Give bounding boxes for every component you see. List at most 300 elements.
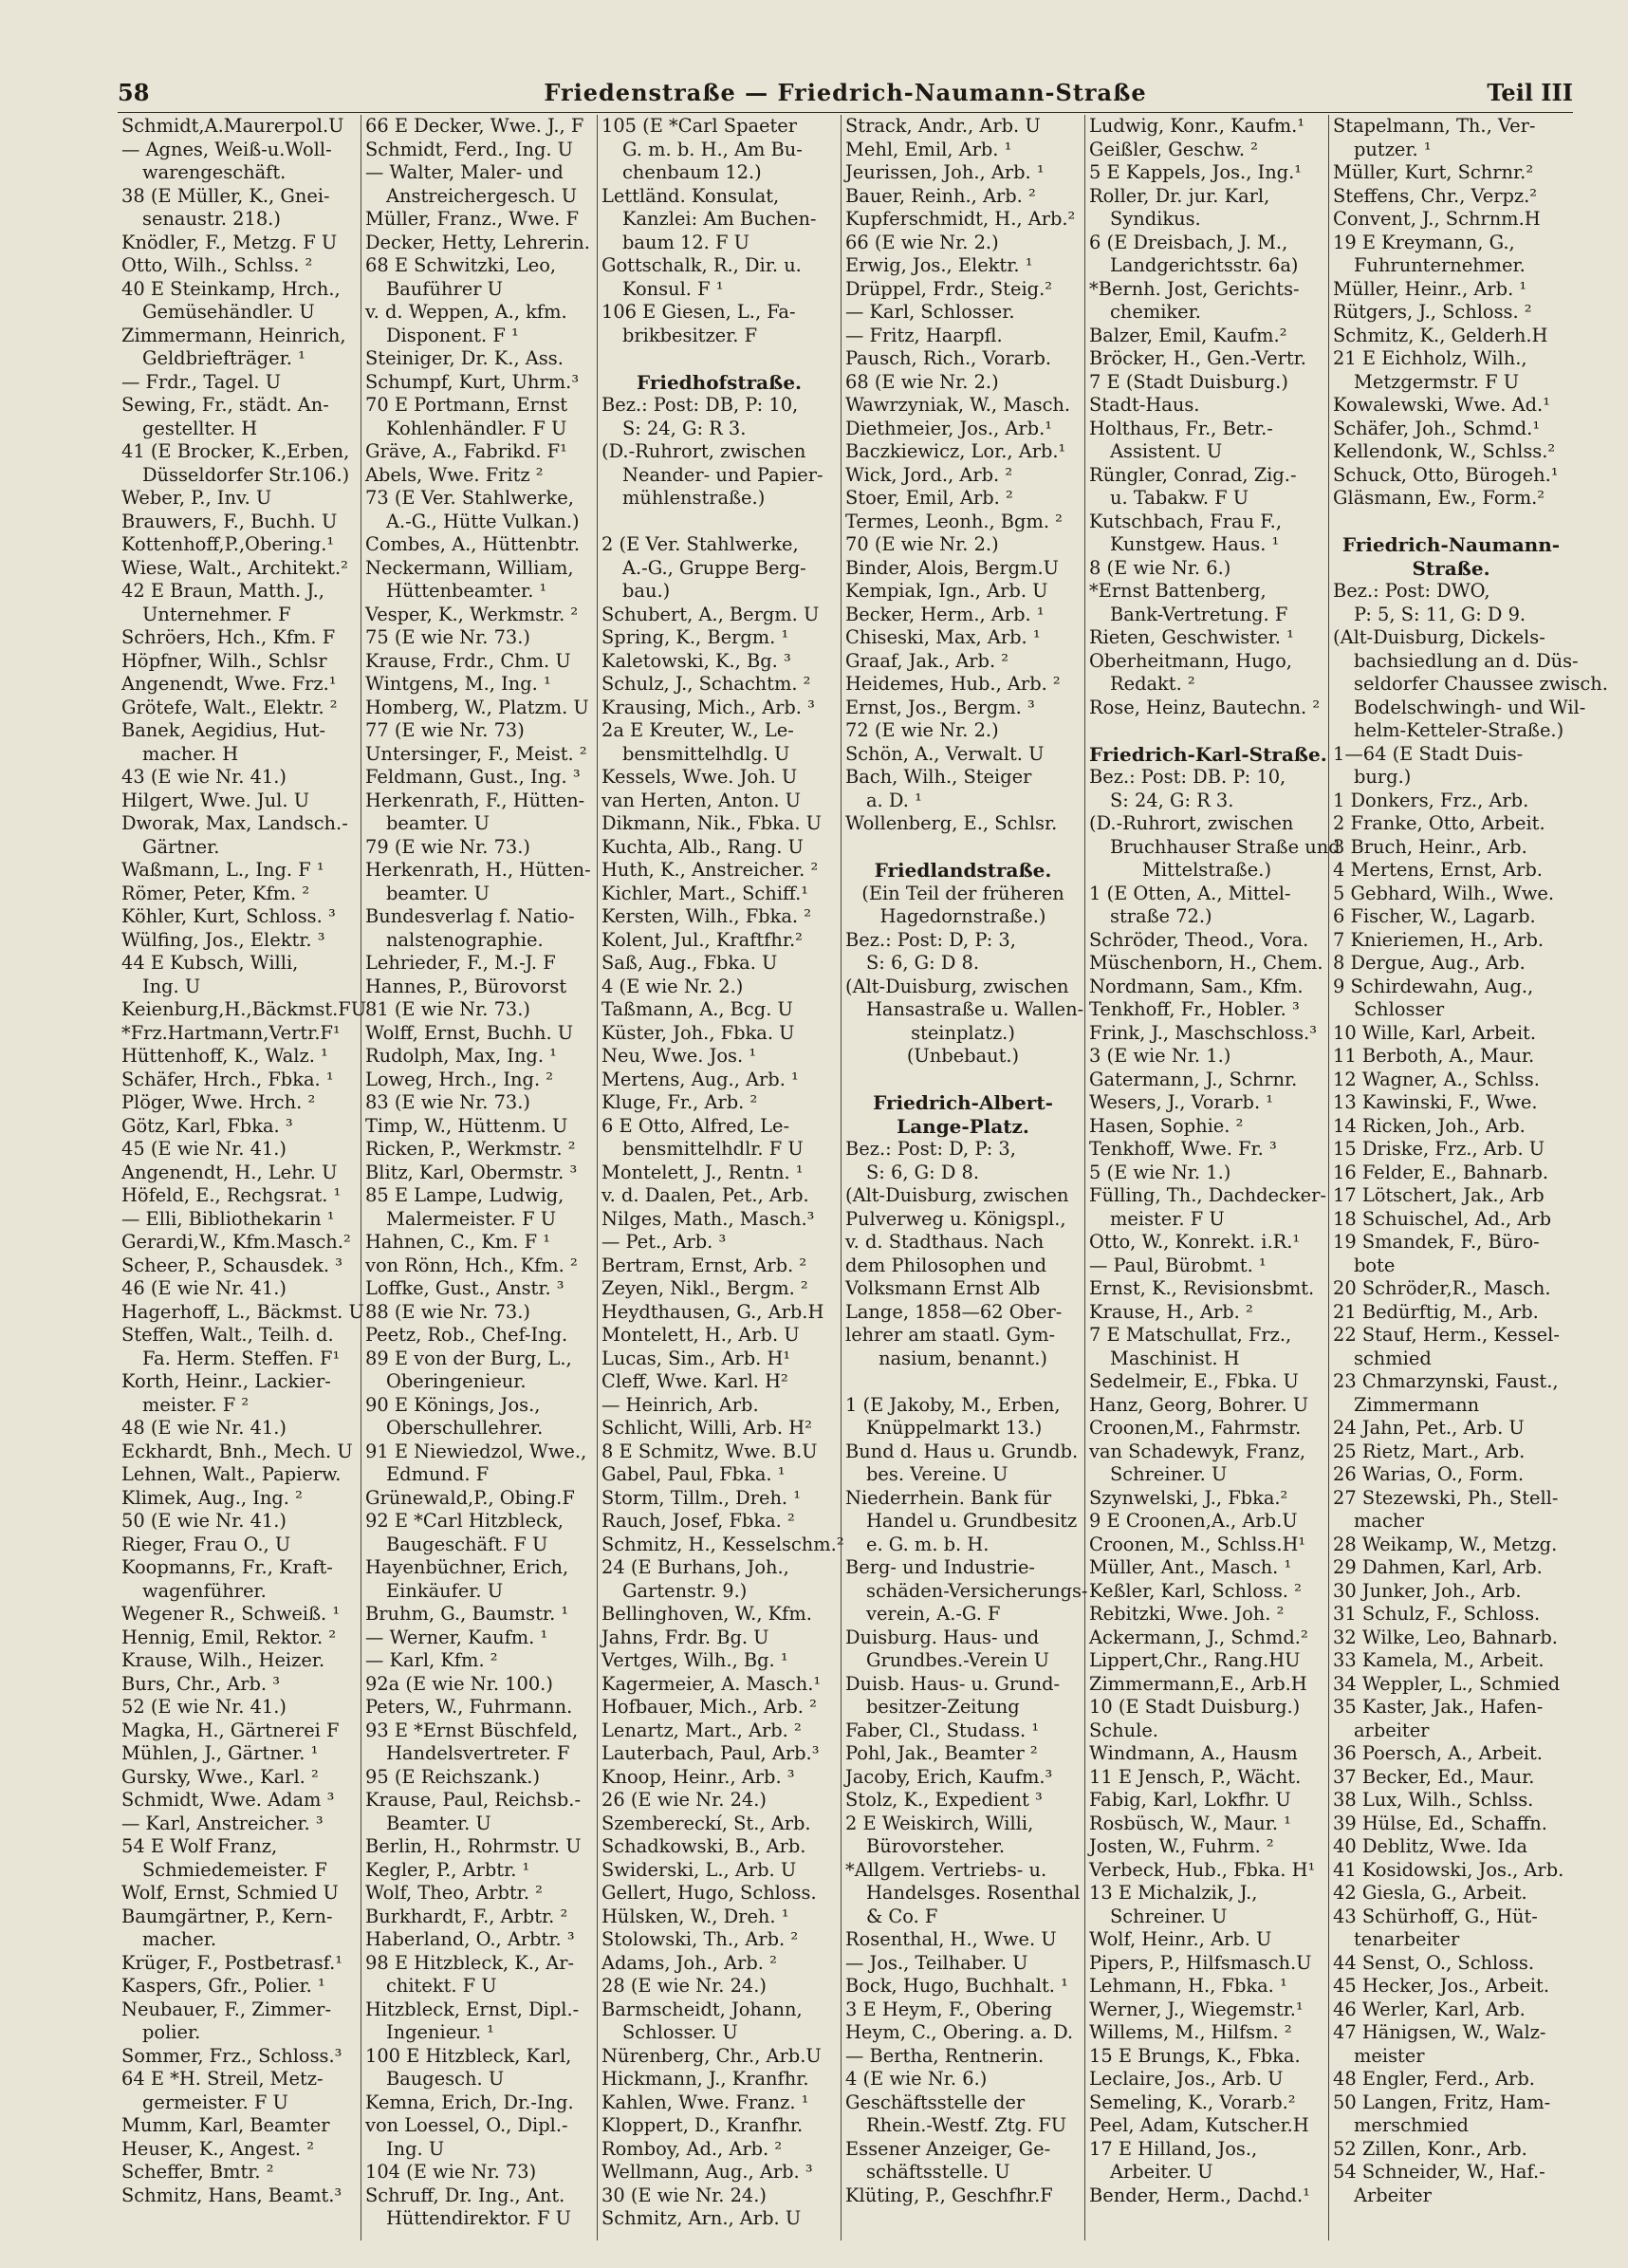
directory-entry: Waßmann, L., Ing. F ¹	[121, 859, 324, 881]
directory-entry: 43 Schürhoff, G., Hüt-	[1333, 1905, 1538, 1927]
directory-entry: Pulverweg u. Königspl.,	[845, 1207, 1066, 1230]
directory-entry: Feldmann, Gust., Ing. ³	[365, 766, 581, 788]
directory-entry: Barmscheidt, Johann,	[601, 1998, 803, 2020]
directory-entry: Stapelmann, Th., Ver-	[1333, 115, 1536, 137]
directory-entry: warengeschäft.	[142, 161, 287, 183]
directory-entry: 3 (E wie Nr. 1.)	[1089, 1045, 1231, 1067]
directory-entry: Schmidt, Wwe. Adam ³	[121, 1789, 335, 1811]
directory-entry: Kempiak, Ign., Arb. U	[845, 580, 1048, 602]
directory-entry: Verbeck, Hub., Fbka. H¹	[1089, 1858, 1316, 1881]
directory-entry	[601, 347, 837, 371]
directory-entry: Schule.	[1089, 1719, 1158, 1741]
directory-entry: 54 E Wolf Franz,	[121, 1835, 278, 1857]
directory-entry: Schreiner. U	[1110, 1463, 1228, 1485]
directory-entry: Syndikus.	[1110, 208, 1201, 230]
directory-entry: Malermeister. F U	[386, 1207, 557, 1230]
directory-entry: 1 (E Jakoby, M., Erben,	[845, 1393, 1061, 1416]
directory-entry: Herkenrath, H., Hütten-	[365, 859, 591, 881]
directory-entry: Rosbüsch, W., Maur. ¹	[1089, 1812, 1291, 1834]
directory-entry: Oberheitmann, Hugo,	[1089, 649, 1292, 672]
directory-entry: Gerardi,W., Kfm.Masch.²	[121, 1231, 351, 1253]
directory-entry: Schmitz, Hans, Beamt.³	[121, 2184, 342, 2206]
directory-entry: Nilges, Math., Masch.³	[601, 1207, 815, 1230]
directory-column-2	[361, 115, 598, 2240]
directory-entry: tenarbeiter	[1354, 1928, 1460, 1950]
directory-entry: 2 (E Ver. Stahlwerke,	[601, 533, 799, 555]
directory-entry: Swiderski, L., Arb. U	[601, 1858, 797, 1881]
directory-entry: Kluge, Fr., Arb. ²	[601, 1091, 758, 1113]
directory-entry: Drüppel, Frdr., Steig.²	[845, 277, 1053, 300]
directory-entry: Eckhardt, Bnh., Mech. U	[121, 1440, 353, 1462]
directory-entry: 89 E von der Burg, L.,	[365, 1347, 572, 1369]
directory-entry: 95 (E Reichszank.)	[365, 1765, 541, 1788]
directory-entry: Höpfner, Wilh., Schlsr	[121, 649, 327, 672]
directory-entry: 83 (E wie Nr. 73.)	[365, 1091, 530, 1113]
directory-entry: Gatermann, J., Schrnr.	[1089, 1068, 1298, 1090]
directory-entry: 66 E Decker, Wwe. J., F	[365, 115, 584, 137]
directory-entry: S: 24, G: R 3.	[622, 417, 747, 439]
directory-entry: Ackermann, J., Schmd.²	[1089, 1626, 1308, 1648]
directory-entry: Diethmeier, Jos., Arb.¹	[845, 417, 1053, 439]
directory-entry: v. d. Weppen, A., kfm.	[365, 301, 567, 323]
directory-entry: 93 E *Ernst Büschfeld,	[365, 1719, 579, 1741]
directory-entry: Grötefe, Walt., Elektr. ²	[121, 696, 338, 718]
directory-entry: Geißler, Geschw. ²	[1089, 138, 1258, 160]
directory-entry: (Ein Teil der früheren	[861, 882, 1064, 904]
directory-entry: Willems, M., Hilfsm. ²	[1089, 2021, 1292, 2043]
directory-entry: 68 (E wie Nr. 2.)	[845, 370, 999, 393]
directory-entry: Nordmann, Sam., Kfm.	[1089, 975, 1304, 997]
directory-entry: helm-Ketteler-Straße.)	[1354, 719, 1564, 741]
directory-entry: beamter. U	[386, 882, 490, 904]
directory-entry: 25 Rietz, Mart., Arb.	[1333, 1440, 1526, 1462]
directory-entry: Hüttenbeamter. ¹	[386, 580, 547, 602]
directory-entry: meister	[1354, 2044, 1425, 2067]
directory-entry: Lenartz, Mart., Arb. ²	[601, 1719, 802, 1741]
directory-entry: 77 (E wie Nr. 73)	[365, 719, 525, 741]
directory-entry: Kaspers, Gfr., Polier. ¹	[121, 1975, 325, 1997]
directory-entry: 19 E Kreymann, G.,	[1333, 231, 1515, 253]
directory-entry: Neander- und Papier-	[622, 463, 823, 486]
directory-entry: 24 (E Burhans, Joh.,	[601, 1556, 789, 1578]
directory-entry: Metzgermstr. F U	[1354, 370, 1520, 393]
directory-entry: 8 (E wie Nr. 6.)	[1089, 556, 1231, 579]
directory-entry: schäftsstelle. U	[866, 2161, 1010, 2183]
directory-entry: merschmied	[1354, 2114, 1469, 2136]
directory-entry: 66 (E wie Nr. 2.)	[845, 231, 999, 253]
directory-entry: Jeurissen, Joh., Arb. ¹	[845, 161, 1045, 183]
directory-entry: Kupferschmidt, H., Arb.²	[845, 208, 1076, 230]
directory-entry: Schulz, J., Schachtm. ²	[601, 673, 811, 695]
directory-entry: Haberland, O., Arbtr. ³	[365, 1928, 575, 1950]
directory-entry: nalstenographie.	[386, 928, 544, 951]
directory-entry: — Bertha, Rentnerin.	[845, 2044, 1045, 2067]
directory-entry: Kunstgew. Haus. ¹	[1110, 533, 1280, 555]
directory-entry: Adams, Joh., Arb. ²	[601, 1951, 777, 1974]
directory-entry: v. d. Daalen, Pet., Arb.	[601, 1184, 809, 1206]
directory-entry: Homberg, W., Platzm. U	[365, 696, 589, 718]
directory-entry: *Frz.Hartmann,Vertr.F¹	[121, 1021, 341, 1044]
directory-entry: Maschinist. H	[1110, 1347, 1240, 1369]
directory-entry: 70 (E wie Nr. 2.)	[845, 533, 999, 555]
directory-entry: Krause, Wilh., Heizer.	[121, 1649, 325, 1671]
directory-entry: senaustr. 218.)	[142, 208, 281, 230]
directory-entry: 1 Donkers, Frz., Arb.	[1333, 789, 1529, 811]
directory-entry: Semeling, K., Vorarb.²	[1089, 2091, 1296, 2113]
directory-entry: Rauch, Josef, Fbka. ²	[601, 1510, 795, 1532]
directory-entry: Krausing, Mich., Arb. ³	[601, 696, 815, 718]
directory-entry: 15 E Brungs, K., Fbka.	[1089, 2044, 1301, 2067]
street-heading: Friedrich-Naumann-	[1341, 533, 1561, 556]
directory-entry: Schadkowski, B., Arb.	[601, 1835, 806, 1857]
directory-entry: Steffens, Chr., Verpz.²	[1333, 184, 1538, 207]
directory-entry: — Werner, Kaufm. ¹	[365, 1626, 548, 1648]
directory-entry: Schäfer, Joh., Schmd.¹	[1333, 417, 1541, 439]
directory-entry: Baugeschäft. F U	[386, 1533, 548, 1555]
directory-entry: 48 Engler, Ferd., Arb.	[1333, 2068, 1535, 2090]
directory-entry: macher. H	[142, 742, 239, 765]
directory-entry: 15 Driske, Frz., Arb. U	[1333, 1138, 1545, 1160]
directory-column-1	[118, 115, 367, 2240]
directory-entry: Gläsmann, Ew., Form.²	[1333, 487, 1545, 509]
directory-entry: Roller, Dr. jur. Karl,	[1089, 184, 1270, 207]
directory-entry: 54 Schneider, W., Haf.-	[1333, 2161, 1545, 2183]
directory-entry: meister. F U	[1110, 1207, 1225, 1230]
directory-entry: 7 E Matschullat, Frz.,	[1089, 1324, 1292, 1346]
directory-entry: Oberschullehrer.	[386, 1417, 544, 1439]
directory-entry: Schlosser	[1354, 998, 1445, 1020]
directory-entry: 23 Chmarzynski, Faust.,	[1333, 1370, 1559, 1392]
directory-entry: Peetz, Rob., Chef-Ing.	[365, 1324, 568, 1346]
directory-entry: Burkhardt, F., Arbtr. ²	[365, 1905, 568, 1927]
directory-entry: — Pet., Arb. ³	[601, 1231, 727, 1253]
directory-entry: Ernst, K., Revisionsbmt.	[1089, 1277, 1315, 1299]
directory-entry: Stolz, K., Expedient ³	[845, 1789, 1043, 1811]
directory-entry: 5 (E wie Nr. 1.)	[1089, 1161, 1231, 1183]
directory-entry	[1089, 719, 1324, 743]
directory-entry: Rose, Heinz, Bautechn. ²	[1089, 696, 1321, 718]
directory-entry: Schreiner. U	[1110, 1905, 1228, 1927]
directory-entry: meister. F ²	[142, 1393, 250, 1416]
directory-entry: 32 Wilke, Leo, Bahnarb.	[1333, 1626, 1558, 1648]
directory-entry: Kloppert, D., Kranfhr.	[601, 2114, 804, 2136]
directory-entry: Duisburg. Haus- und	[845, 1626, 1040, 1648]
directory-entry: Hüttenhoff, K., Walz. ¹	[121, 1045, 328, 1067]
directory-entry: Bauführer U	[386, 277, 503, 300]
directory-entry: Loweg, Hrch., Ing. ²	[365, 1068, 554, 1090]
directory-entry: Pohl, Jak., Beamter ²	[845, 1742, 1038, 1764]
directory-entry: 7 E (Stadt Duisburg.)	[1089, 370, 1288, 393]
directory-entry: Wegener R., Schweiß. ¹	[121, 1603, 341, 1625]
directory-entry: (Alt-Duisburg, Dickels-	[1333, 626, 1545, 648]
directory-entry: Schmitz, K., Gelderh.H	[1333, 324, 1548, 346]
directory-entry: Wiese, Walt., Architekt.²	[121, 556, 348, 579]
directory-entry: Düsseldorfer Str.106.)	[142, 463, 350, 486]
directory-entry: Croonen, M., Schlss.H¹	[1089, 1533, 1306, 1555]
directory-entry	[845, 1069, 1081, 1092]
directory-entry: Landgerichtsstr. 6a)	[1110, 254, 1299, 276]
directory-entry: Kohlenhändler. F U	[386, 417, 567, 439]
directory-entry: dem Philosophen und	[845, 1254, 1047, 1276]
directory-entry: Heidemes, Hub., Arb. ²	[845, 673, 1061, 695]
directory-entry: Arbeiter	[1354, 2184, 1432, 2206]
directory-entry: P: 5, S: 11, G: D 9.	[1354, 603, 1526, 625]
directory-entry: 50 (E wie Nr. 41.)	[121, 1510, 287, 1532]
columns-container	[118, 115, 1608, 2240]
directory-entry: 104 (E wie Nr. 73)	[365, 2161, 537, 2183]
directory-entry: Untersinger, F., Meist. ²	[365, 742, 587, 765]
directory-entry: — Walter, Maler- und	[365, 161, 564, 183]
directory-entry: putzer. ¹	[1354, 138, 1432, 160]
directory-entry: 28 (E wie Nr. 24.)	[601, 1975, 767, 1997]
directory-entry: Pausch, Rich., Vorarb.	[845, 347, 1052, 369]
directory-entry: Abels, Wwe. Fritz ²	[365, 463, 544, 486]
directory-entry: Lauterbach, Paul, Arb.³	[601, 1742, 820, 1764]
directory-entry: Chiseski, Max, Arb. ¹	[845, 626, 1041, 648]
directory-entry: 10 Wille, Karl, Arbeit.	[1333, 1021, 1536, 1044]
directory-entry: Bez.: Post: D, P: 3,	[845, 1138, 1016, 1160]
directory-entry: Croonen,M., Fahrmstr.	[1089, 1417, 1302, 1439]
directory-entry: Otto, Wilh., Schlss. ²	[121, 254, 313, 276]
directory-entry: Graaf, Jak., Arb. ²	[845, 649, 1009, 672]
directory-entry: Lehmann, H., Fbka. ¹	[1089, 1975, 1287, 1997]
directory-entry: Kutschbach, Frau F.,	[1089, 510, 1282, 532]
directory-entry: 21 E Eichholz, Wilh.,	[1333, 347, 1527, 369]
directory-entry: Baczkiewicz, Lor., Arb.¹	[845, 440, 1066, 462]
directory-entry: lehrer am staatl. Gym-	[845, 1324, 1056, 1346]
directory-entry: — Frdr., Tagel. U	[121, 370, 282, 393]
directory-entry: Angenendt, Wwe. Frz.¹	[121, 673, 337, 695]
directory-entry: 73 (E Ver. Stahlwerke,	[365, 487, 574, 509]
directory-entry: Hagedornstraße.)	[879, 905, 1046, 927]
directory-entry: Grünewald,P., Obing.F	[365, 1486, 575, 1509]
directory-entry: brikbesitzer. F	[622, 324, 758, 346]
directory-entry: Zimmermann, Heinrich,	[121, 324, 346, 346]
directory-entry: Tenkhoff, Fr., Hobler. ³	[1089, 998, 1300, 1020]
directory-entry: Romboy, Ad., Arb. ²	[601, 2137, 783, 2160]
directory-entry: Schubert, A., Bergm. U	[601, 603, 820, 625]
directory-entry: Ing. U	[142, 975, 201, 997]
directory-entry: steinplatz.)	[911, 1021, 1015, 1044]
directory-entry: Köhler, Kurt, Schloss. ³	[121, 905, 336, 927]
directory-entry: *Allgem. Vertriebs- u.	[845, 1858, 1047, 1881]
directory-entry: Dikmann, Nik., Fbka. U	[601, 812, 823, 834]
directory-entry: Rieten, Geschwister. ¹	[1089, 626, 1294, 648]
directory-entry: mühlenstraße.)	[622, 487, 766, 509]
directory-entry: S: 24, G: R 3.	[1110, 789, 1234, 811]
directory-entry: Gottschalk, R., Dir. u.	[601, 254, 802, 276]
directory-entry: Disponent. F ¹	[386, 324, 519, 346]
directory-entry: 41 Kosidowski, Jos., Arb.	[1333, 1858, 1564, 1881]
directory-entry: 72 (E wie Nr. 2.)	[845, 719, 999, 741]
directory-entry: 52 Zillen, Konr., Arb.	[1333, 2137, 1527, 2160]
directory-entry: Heuser, K., Angest. ²	[121, 2137, 314, 2160]
directory-entry: Scheffer, Bmtr. ²	[121, 2161, 274, 2183]
directory-entry: — Elli, Bibliothekarin ¹	[121, 1207, 335, 1230]
directory-entry: Konsul. F ¹	[622, 277, 724, 300]
directory-entry: 14 Ricken, Joh., Arb.	[1333, 1114, 1526, 1137]
directory-entry: 48 (E wie Nr. 41.)	[121, 1417, 287, 1439]
directory-entry: Mittelstraße.)	[1141, 859, 1272, 881]
directory-entry: Kowalewski, Wwe. Ad.¹	[1333, 394, 1550, 416]
directory-entry: baum 12. F U	[622, 231, 749, 253]
directory-entry: Müller, Franz., Wwe. F	[365, 208, 579, 230]
directory-entry: Peel, Adam, Kutscher.H	[1089, 2114, 1309, 2136]
directory-entry: Weber, P., Inv. U	[121, 487, 272, 509]
page-title: Friedenstraße — Friedrich-Naumann-Straße	[544, 79, 1147, 106]
directory-entry: Fa. Herm. Steffen. F¹	[142, 1347, 341, 1369]
directory-entry: Schmidt,A.Maurerpol.U	[121, 115, 344, 137]
directory-entry: 37 Becker, Ed., Maur.	[1333, 1765, 1535, 1788]
directory-entry: Unternehmer. F	[142, 603, 291, 625]
directory-entry: Krause, Frdr., Chm. U	[365, 649, 571, 672]
directory-entry: S: 6, G: D 8.	[866, 952, 980, 974]
directory-entry: 40 E Steinkamp, Hrch.,	[121, 277, 341, 300]
directory-entry: 6 E Otto, Alfred, Le-	[601, 1114, 790, 1137]
directory-entry: a. D. ¹	[866, 789, 922, 811]
directory-entry: *Bernh. Jost, Gerichts-	[1089, 277, 1300, 300]
directory-entry: Krüger, F., Postbetrasf.¹	[121, 1951, 343, 1974]
street-heading: Friedlandstraße.	[874, 859, 1052, 882]
directory-entry: — Karl, Anstreicher. ³	[121, 1812, 324, 1834]
directory-entry: 85 E Lampe, Ludwig,	[365, 1184, 564, 1206]
directory-entry: Vesper, K., Werkmstr. ²	[365, 603, 579, 625]
directory-entry: macher	[1354, 1510, 1425, 1532]
directory-entry: schmied	[1354, 1347, 1432, 1369]
directory-entry: Ing. U	[386, 2137, 445, 2160]
directory-entry: arbeiter	[1354, 1719, 1430, 1741]
directory-entry: macher.	[142, 1928, 217, 1950]
directory-entry: schäden-Versicherungs-	[866, 1579, 1088, 1602]
directory-entry: Convent, J., Schrnm.H	[1333, 208, 1541, 230]
directory-entry: Essener Anzeiger, Ge-	[845, 2137, 1051, 2160]
directory-entry: Heydthausen, G., Arb.H	[601, 1300, 824, 1323]
directory-entry: Lehnen, Walt., Papierw.	[121, 1463, 342, 1485]
directory-entry: 47 Hänigsen, W., Walz-	[1333, 2021, 1546, 2043]
directory-entry: Wolff, Ernst, Buchh. U	[365, 1021, 574, 1044]
directory-entry: Baumgärtner, P., Kern-	[121, 1905, 333, 1927]
directory-entry: Rüngler, Conrad, Zig.-	[1089, 463, 1297, 486]
directory-entry: Schmiedemeister. F	[142, 1858, 327, 1881]
directory-entry: Wick, Jord., Arb. ²	[845, 463, 1013, 486]
directory-entry: 43 (E wie Nr. 41.)	[121, 766, 287, 788]
directory-entry: Bellinghoven, W., Kfm.	[601, 1603, 812, 1625]
directory-entry: 12 Wagner, A., Schlss.	[1333, 1068, 1540, 1090]
directory-entry: 64 E *H. Streil, Metz-	[121, 2068, 324, 2090]
directory-entry: Hahnen, C., Km. F ¹	[365, 1231, 550, 1253]
directory-entry: Steiniger, Dr. K., Ass.	[365, 347, 564, 369]
directory-entry: 39 Hülse, Ed., Schaffn.	[1333, 1812, 1547, 1834]
directory-entry: Bach, Wilh., Steiger	[845, 766, 1032, 788]
directory-entry: nasium, benannt.)	[879, 1347, 1047, 1369]
directory-entry: straße 72.)	[1110, 905, 1212, 927]
directory-entry: Einkäufer. U	[386, 1579, 504, 1602]
directory-entry: Banek, Aegidius, Hut-	[121, 719, 326, 741]
directory-entry: Handelsvertreter. F	[386, 1742, 570, 1764]
directory-entry: Geldbriefträger. ¹	[142, 347, 305, 369]
directory-entry: Kanzlei: Am Buchen-	[622, 208, 817, 230]
directory-entry: burg.)	[1354, 766, 1412, 788]
directory-entry: Edmund. F	[386, 1463, 490, 1485]
directory-entry: 16 Felder, E., Bahnarb.	[1333, 1161, 1549, 1183]
directory-entry	[845, 1370, 1081, 1394]
directory-entry: (Alt-Duisburg, zwischen	[845, 1184, 1069, 1206]
directory-entry: Rebitzki, Wwe. Joh. ²	[1089, 1603, 1285, 1625]
directory-entry: Schröers, Hch., Kfm. F	[121, 626, 336, 648]
directory-entry: bensmittelhdlr. F U	[622, 1138, 804, 1160]
directory-entry: Schlicht, Willi, Arb. H²	[601, 1417, 812, 1439]
directory-entry: Niederrhein. Bank für	[845, 1486, 1052, 1509]
directory-entry: Spring, K., Bergm. ¹	[601, 626, 789, 648]
directory-entry: Rieger, Frau O., U	[121, 1533, 291, 1555]
directory-entry: von Rönn, Hch., Kfm. ²	[365, 1254, 578, 1276]
directory-entry: von Loessel, O., Dipl.-	[365, 2114, 568, 2136]
directory-column-5	[1085, 115, 1341, 2240]
directory-entry: 13 Kawinski, F., Wwe.	[1333, 1091, 1538, 1113]
directory-entry: 2 E Weiskirch, Willi,	[845, 1812, 1034, 1834]
directory-entry: Knoop, Heinr., Arb. ³	[601, 1765, 795, 1788]
directory-entry: Bauer, Reinh., Arb. ²	[845, 184, 1036, 207]
directory-entry: seldorfer Chaussee zwisch.	[1354, 673, 1608, 695]
directory-entry: Stadt-Haus.	[1089, 394, 1200, 416]
directory-entry: Kichler, Mart., Schiff.¹	[601, 882, 809, 904]
directory-entry: Hannes, P., Bürovorst	[365, 975, 567, 997]
directory-entry: — Paul, Bürobmt. ¹	[1089, 1254, 1267, 1276]
directory-entry: Wawrzyniak, W., Masch.	[845, 394, 1071, 416]
directory-entry: Kersten, Wilh., Fbka. ²	[601, 905, 811, 927]
directory-entry: 17 Lötschert, Jak., Arb	[1333, 1184, 1545, 1206]
directory-entry: Krause, H., Arb. ²	[1089, 1300, 1253, 1323]
directory-entry: Handelsges. Rosenthal	[866, 1882, 1081, 1904]
directory-entry: Blitz, Karl, Obermstr. ³	[365, 1161, 578, 1183]
directory-entry: 2 Franke, Otto, Arbeit.	[1333, 812, 1545, 834]
directory-entry: Gärtner.	[142, 835, 220, 858]
directory-entry: Müschenborn, H., Chem.	[1089, 952, 1323, 974]
directory-entry: Lucas, Sim., Arb. H¹	[601, 1347, 791, 1369]
directory-entry: 68 E Schwitzki, Leo,	[365, 254, 557, 276]
directory-entry: Hasen, Sophie. ²	[1089, 1114, 1244, 1137]
directory-entry: Gartenstr. 9.)	[622, 1579, 748, 1602]
directory-entry: Müller, Ant., Masch. ¹	[1089, 1556, 1292, 1578]
directory-entry: — Karl, Kfm. ²	[365, 1649, 498, 1671]
directory-entry: Volksmann Ernst Alb	[845, 1277, 1041, 1299]
directory-entry: Nürenberg, Chr., Arb.U	[601, 2044, 822, 2067]
directory-entry: Grundbes.-Verein U	[866, 1649, 1049, 1671]
directory-entry: 29 Dahmen, Karl, Arb.	[1333, 1556, 1543, 1578]
directory-entry: 19 Smandek, F., Büro-	[1333, 1231, 1540, 1253]
street-heading: Friedhofstraße.	[636, 370, 803, 394]
directory-entry: van Schadewyk, Franz,	[1089, 1440, 1306, 1462]
directory-entry: Binder, Alois, Bergm.U	[845, 556, 1059, 579]
directory-entry: Kegler, P., Arbtr. ¹	[365, 1858, 530, 1881]
directory-entry: Szynwelski, J., Fbka.²	[1089, 1486, 1288, 1509]
directory-entry: Neckermann, William,	[365, 556, 574, 579]
directory-entry: Hofbauer, Mich., Arb. ²	[601, 1696, 817, 1718]
directory-entry: 7 Knieriemen, H., Arb.	[1333, 928, 1545, 951]
directory-entry: 98 E Hitzbleck, K., Ar-	[365, 1951, 575, 1974]
directory-entry: 38 (E Müller, K., Gnei-	[121, 184, 330, 207]
directory-entry: Kuchta, Alb., Rang. U	[601, 835, 804, 858]
directory-entry: — Jos., Teilhaber. U	[845, 1951, 1028, 1974]
directory-entry: 13 E Michalzik, J.,	[1089, 1882, 1258, 1904]
directory-entry: Lehrieder, F., M.-J. F	[365, 952, 556, 974]
directory-entry: 6 Fischer, W., Lagarb.	[1333, 905, 1536, 927]
directory-entry: Ludwig, Konr., Kaufm.¹	[1089, 115, 1305, 137]
directory-entry: 6 (E Dreisbach, J. M.,	[1089, 231, 1288, 253]
directory-entry: Müller, Heinr., Arb. ¹	[1333, 277, 1527, 300]
directory-entry: 45 (E wie Nr. 41.)	[121, 1138, 287, 1160]
directory-entry: 4 (E wie Nr. 2.)	[601, 975, 744, 997]
